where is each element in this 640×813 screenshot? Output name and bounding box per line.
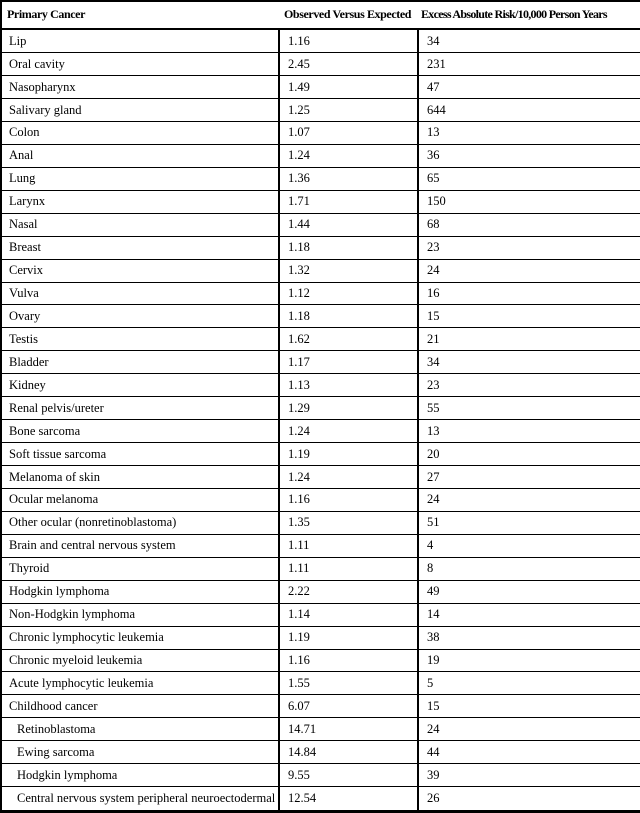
- observed-versus-expected-cell: 2.45: [279, 53, 418, 76]
- excess-absolute-risk-cell: 65: [418, 167, 640, 190]
- excess-absolute-risk-cell: 8: [418, 557, 640, 580]
- primary-cancer-cell: Lung: [1, 167, 279, 190]
- excess-absolute-risk-cell: 68: [418, 213, 640, 236]
- excess-absolute-risk-cell: 34: [418, 29, 640, 53]
- primary-cancer-cell: Chronic lymphocytic leukemia: [1, 626, 279, 649]
- table-row: [1, 305, 640, 328]
- primary-cancer-cell: Oral cavity: [1, 53, 279, 76]
- excess-absolute-risk-cell: 13: [418, 121, 640, 144]
- observed-versus-expected-cell: 1.19: [279, 443, 418, 466]
- table-row: [1, 190, 640, 213]
- observed-versus-expected-cell: 1.07: [279, 121, 418, 144]
- observed-versus-expected-cell: 9.55: [279, 764, 418, 787]
- observed-versus-expected-cell: 1.24: [279, 466, 418, 489]
- table-row: [1, 626, 640, 649]
- table-row: [1, 787, 640, 812]
- primary-cancer-cell: Renal pelvis/ureter: [1, 397, 279, 420]
- excess-absolute-risk-cell: 51: [418, 511, 640, 534]
- table-row: [1, 328, 640, 351]
- column-header-observed-versus-expected: Observed Versus Expected: [279, 1, 418, 29]
- observed-versus-expected-cell: 1.16: [279, 649, 418, 672]
- observed-versus-expected-cell: 1.44: [279, 213, 418, 236]
- primary-cancer-cell: Cervix: [1, 259, 279, 282]
- table-row: [1, 557, 640, 580]
- table-row: [1, 236, 640, 259]
- primary-cancer-cell: Retinoblastoma: [1, 718, 279, 741]
- excess-absolute-risk-cell: 27: [418, 466, 640, 489]
- excess-absolute-risk-cell: 19: [418, 649, 640, 672]
- table-row: [1, 144, 640, 167]
- primary-cancer-cell: Other ocular (nonretinoblastoma): [1, 511, 279, 534]
- observed-versus-expected-cell: 12.54: [279, 787, 418, 812]
- observed-versus-expected-cell: 1.49: [279, 76, 418, 99]
- observed-versus-expected-cell: 1.35: [279, 511, 418, 534]
- table-row: [1, 29, 640, 53]
- excess-absolute-risk-cell: 47: [418, 76, 640, 99]
- observed-versus-expected-cell: 1.25: [279, 99, 418, 122]
- primary-cancer-cell: Hodgkin lymphoma: [1, 580, 279, 603]
- excess-absolute-risk-cell: 15: [418, 695, 640, 718]
- primary-cancer-cell: Bone sarcoma: [1, 420, 279, 443]
- excess-absolute-risk-cell: 644: [418, 99, 640, 122]
- table-row: [1, 397, 640, 420]
- observed-versus-expected-cell: 1.12: [279, 282, 418, 305]
- table-row: [1, 76, 640, 99]
- observed-versus-expected-cell: 1.17: [279, 351, 418, 374]
- observed-versus-expected-cell: 1.36: [279, 167, 418, 190]
- table-row: [1, 351, 640, 374]
- header-row: [1, 1, 640, 29]
- table-row: [1, 672, 640, 695]
- table-row: [1, 99, 640, 122]
- primary-cancer-cell: Colon: [1, 121, 279, 144]
- excess-absolute-risk-cell: 38: [418, 626, 640, 649]
- observed-versus-expected-cell: 1.71: [279, 190, 418, 213]
- observed-versus-expected-cell: 1.32: [279, 259, 418, 282]
- table-row: [1, 282, 640, 305]
- observed-versus-expected-cell: 1.11: [279, 557, 418, 580]
- observed-versus-expected-cell: 1.24: [279, 420, 418, 443]
- primary-cancer-cell: Lip: [1, 29, 279, 53]
- excess-absolute-risk-cell: 34: [418, 351, 640, 374]
- observed-versus-expected-cell: 1.13: [279, 374, 418, 397]
- excess-absolute-risk-cell: 15: [418, 305, 640, 328]
- table-row: [1, 259, 640, 282]
- primary-cancer-cell: Chronic myeloid leukemia: [1, 649, 279, 672]
- primary-cancer-cell: Breast: [1, 236, 279, 259]
- observed-versus-expected-cell: 1.18: [279, 236, 418, 259]
- primary-cancer-cell: Larynx: [1, 190, 279, 213]
- table-row: [1, 213, 640, 236]
- excess-absolute-risk-cell: 55: [418, 397, 640, 420]
- primary-cancer-cell: Nasopharynx: [1, 76, 279, 99]
- excess-absolute-risk-cell: 20: [418, 443, 640, 466]
- table-row: [1, 374, 640, 397]
- table-row: [1, 443, 640, 466]
- table-row: [1, 649, 640, 672]
- primary-cancer-cell: Non-Hodgkin lymphoma: [1, 603, 279, 626]
- primary-cancer-cell: Nasal: [1, 213, 279, 236]
- primary-cancer-cell: Vulva: [1, 282, 279, 305]
- observed-versus-expected-cell: 14.84: [279, 741, 418, 764]
- column-header-excess-absolute-risk: Excess Absolute Risk/10,000 Person Years: [418, 1, 640, 29]
- primary-cancer-cell: Ocular melanoma: [1, 488, 279, 511]
- table-row: [1, 603, 640, 626]
- primary-cancer-cell: Ewing sarcoma: [1, 741, 279, 764]
- table-row: [1, 580, 640, 603]
- table-row: [1, 534, 640, 557]
- excess-absolute-risk-cell: 39: [418, 764, 640, 787]
- primary-cancer-cell: Testis: [1, 328, 279, 351]
- primary-cancer-cell: Soft tissue sarcoma: [1, 443, 279, 466]
- excess-absolute-risk-cell: 4: [418, 534, 640, 557]
- primary-cancer-cell: Brain and central nervous system: [1, 534, 279, 557]
- table-row: [1, 121, 640, 144]
- excess-absolute-risk-cell: 24: [418, 718, 640, 741]
- excess-absolute-risk-cell: 49: [418, 580, 640, 603]
- primary-cancer-cell: Bladder: [1, 351, 279, 374]
- observed-versus-expected-cell: 1.55: [279, 672, 418, 695]
- table-row: [1, 718, 640, 741]
- table-row: [1, 741, 640, 764]
- column-header-primary-cancer: Primary Cancer: [1, 1, 279, 29]
- excess-absolute-risk-cell: 150: [418, 190, 640, 213]
- excess-absolute-risk-cell: 26: [418, 787, 640, 812]
- observed-versus-expected-cell: 2.22: [279, 580, 418, 603]
- excess-absolute-risk-cell: 24: [418, 259, 640, 282]
- primary-cancer-cell: Kidney: [1, 374, 279, 397]
- excess-absolute-risk-cell: 16: [418, 282, 640, 305]
- excess-absolute-risk-cell: 5: [418, 672, 640, 695]
- observed-versus-expected-cell: 14.71: [279, 718, 418, 741]
- primary-cancer-cell: Central nervous system peripheral neuroectodermal: [1, 787, 279, 812]
- observed-versus-expected-cell: 1.19: [279, 626, 418, 649]
- excess-absolute-risk-cell: 23: [418, 374, 640, 397]
- table-header: [1, 1, 640, 29]
- primary-cancer-cell: Hodgkin lymphoma: [1, 764, 279, 787]
- excess-absolute-risk-cell: 36: [418, 144, 640, 167]
- table-row: [1, 488, 640, 511]
- table-row: [1, 53, 640, 76]
- observed-versus-expected-cell: 6.07: [279, 695, 418, 718]
- table-row: [1, 420, 640, 443]
- table-row: [1, 167, 640, 190]
- excess-absolute-risk-cell: 231: [418, 53, 640, 76]
- primary-cancer-cell: Acute lymphocytic leukemia: [1, 672, 279, 695]
- table-row: [1, 511, 640, 534]
- primary-cancer-cell: Anal: [1, 144, 279, 167]
- observed-versus-expected-cell: 1.18: [279, 305, 418, 328]
- table-row: [1, 764, 640, 787]
- observed-versus-expected-cell: 1.16: [279, 29, 418, 53]
- table-row: [1, 695, 640, 718]
- observed-versus-expected-cell: 1.11: [279, 534, 418, 557]
- excess-absolute-risk-cell: 23: [418, 236, 640, 259]
- excess-absolute-risk-cell: 21: [418, 328, 640, 351]
- table-row: [1, 466, 640, 489]
- primary-cancer-cell: Childhood cancer: [1, 695, 279, 718]
- observed-versus-expected-cell: 1.24: [279, 144, 418, 167]
- excess-absolute-risk-cell: 14: [418, 603, 640, 626]
- excess-absolute-risk-cell: 44: [418, 741, 640, 764]
- primary-cancer-cell: Ovary: [1, 305, 279, 328]
- primary-cancer-cell: Thyroid: [1, 557, 279, 580]
- table-body: [1, 29, 640, 812]
- excess-absolute-risk-cell: 13: [418, 420, 640, 443]
- primary-cancer-cell: Salivary gland: [1, 99, 279, 122]
- observed-versus-expected-cell: 1.14: [279, 603, 418, 626]
- observed-versus-expected-cell: 1.16: [279, 488, 418, 511]
- observed-versus-expected-cell: 1.29: [279, 397, 418, 420]
- excess-absolute-risk-cell: 24: [418, 488, 640, 511]
- primary-cancer-cell: Melanoma of skin: [1, 466, 279, 489]
- observed-versus-expected-cell: 1.62: [279, 328, 418, 351]
